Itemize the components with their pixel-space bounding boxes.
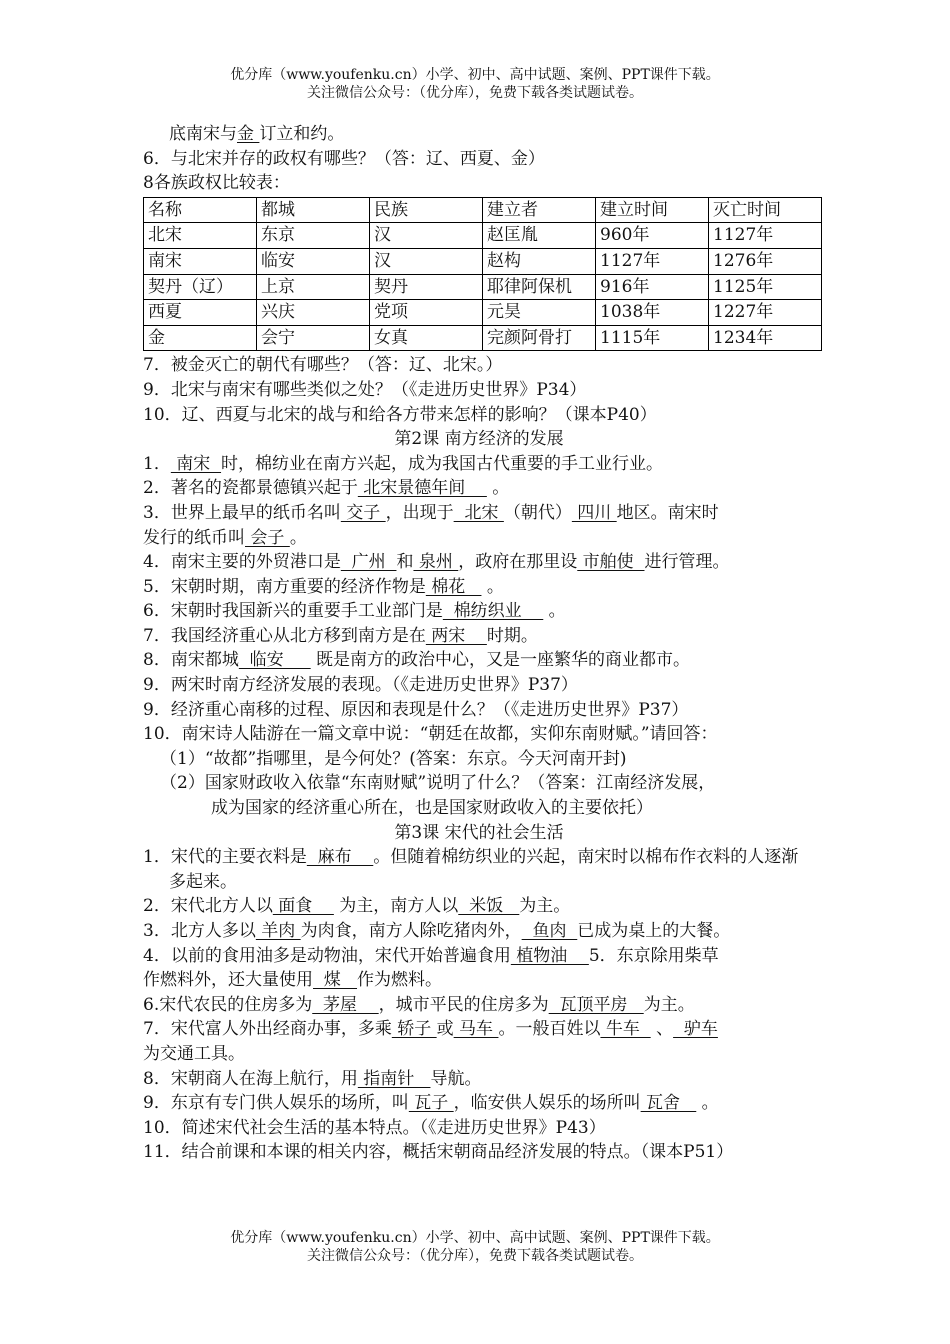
blank: 临安 [238,650,311,671]
table-cell: 金 [144,325,257,351]
footer-line-2: 关注微信公众号：（优分库），免费下载各类试题试卷。 [307,1248,643,1264]
l3-question-9: 9．东京有专门供人娱乐的场所，叫 瓦子 ，临安供人娱乐的场所叫 瓦舍 。 [143,1093,719,1114]
l2-question-9a: 9．两宋时南方经济发展的表现。（《走进历史世界》P37） [143,675,578,696]
l3-question-1: 1．宋代的主要衣料是 麻布 。但随着棉纺织业的兴起，南宋时以棉布作衣料的人逐渐多起来。 [143,847,799,892]
table-cell: 北宋 [144,223,257,249]
l2-question-3: 3．世界上最早的纸币名叫 交子 ，出现于 北宋 （朝代） 四川 地区。南宋时 [143,502,719,523]
l3-question-2: 2．宋代北方人以 面食 为主，南方人以 米饭 为主。 [143,896,571,917]
blank: 面食 [272,896,334,917]
table-cell: 赵构 [483,248,596,274]
table-cell: 1127年 [596,248,709,274]
blank: 鱼肉 [521,921,578,941]
table-cell: 1115年 [596,325,709,351]
table-cell: 上京 [257,274,370,300]
table-cell: 赵匡胤 [483,223,596,249]
lesson-3-title: 第3课 宋代的社会生活 [394,822,564,843]
table-cell: 契丹（辽） [144,274,257,300]
l2-question-9b: 9．经济重心南移的过程、原因和表现是什么？（《走进历史世界》P37） [143,699,689,720]
question-9: 9．北宋与南宋有哪些类似之处？（《走进历史世界》P34） [143,379,587,400]
table-cell: 1234年 [709,325,822,351]
l2-question-10: 10．南宋诗人陆游在一篇文章中说：“朝廷在故都，实仰东南财赋。”请回答： [143,724,718,745]
table-cell: 兴庆 [257,300,370,326]
page-footer [0,1229,950,1265]
table-cell: 西夏 [144,300,257,326]
l2-question-7: 7．我国经济重心从北方移到南方是在 两宋 时期。 [143,625,538,646]
blank: 北宋景德年间 [357,478,487,499]
l2-question-5: 5．宋朝时期，南方重要的经济作物是 棉花 。 [143,576,504,597]
l2-question-4: 4．南宋主要的外贸港口是 广州 和 泉州 ，政府在那里设 市舶使 进行管理。 [143,552,730,573]
blank: 瓦顶平房 [548,994,644,1015]
blank: 南宋 [170,453,222,474]
table-cell: 汉 [370,223,483,249]
blank: 会子 [245,527,290,548]
table-row [144,223,822,249]
table-cell: 916年 [596,274,709,300]
blank: 棉纺织业 [442,601,544,622]
header-line-1: 优分库（www.youfenku.cn）小学、初中、高中试题、案例、PPT课件下载。 [230,67,720,83]
regime-comparison-table [143,197,822,352]
l2-question-10-2: （2）国家财政收入依靠“东南财赋”说明了什么？（答案：江南经济发展， [160,773,716,794]
blank: 瓦舍 [640,1093,697,1114]
blank: 驴车 [673,1019,718,1040]
table-cell: 耶律阿保机 [483,274,596,300]
blank: 广州 [340,552,397,573]
table-cell: 1127年 [709,223,822,249]
table-cell: 临安 [257,248,370,274]
l3-question-7-cont: 为交通工具。 [143,1043,245,1064]
blank: 泉州 [413,552,459,573]
line-treaty: 底南宋与金 订立和约。 [169,124,345,144]
table-header: 灭亡时间 [709,197,822,223]
page-header [0,66,950,102]
table-caption: 8各族政权比较表： [143,173,290,194]
table-cell: 契丹 [370,274,483,300]
table-header: 民族 [370,197,483,223]
blank: 交子 [340,502,386,523]
table-row [144,274,822,300]
blank: 煤 [313,970,358,991]
table-header: 名称 [144,197,257,223]
table-row [144,325,822,351]
l3-question-10: 10．简述宋代社会生活的基本特点。（《走进历史世界》P43） [143,1117,606,1138]
question-7: 7．被金灭亡的朝代有哪些？（答：辽、北宋。） [143,355,503,376]
blank: 米饭 [458,896,520,917]
l3-question-8: 8．宋朝商人在海上航行，用 指南针 导航。 [143,1068,482,1089]
l2-question-8: 8．南宋都城 临安 既是南方的政治中心，又是一座繁华的商业都市。 [143,650,691,671]
l3-question-6: 6.宋代农民的住房多为 茅屋 ，城市平民的住房多为 瓦顶平房 为主。 [143,994,695,1015]
table-cell: 1276年 [709,248,822,274]
table-row [144,300,822,326]
header-line-2: 关注微信公众号：（优分库），免费下载各类试题试卷。 [307,85,643,101]
table-header: 都城 [257,197,370,223]
l3-question-3: 3．北方人多以 羊肉 为肉食，南方人除吃猪肉外， 鱼肉 已成为桌上的大餐。 [143,921,731,941]
table-header-row [144,197,822,223]
blank: 茅屋 [312,994,379,1015]
l3-question-11: 11．结合前课和本课的相关内容，概括宋朝商品经济发展的特点。（课本P51） [143,1142,734,1163]
table-cell: 960年 [596,223,709,249]
table-cell: 1125年 [709,274,822,300]
blank: 轿子 [391,1019,437,1040]
table-cell: 元昊 [483,300,596,326]
l2-question-10-3: 成为国家的经济重心所在，也是国家财政收入的主要依托） [211,798,653,819]
table-row [144,248,822,274]
blank: 两宋 [425,625,487,646]
blank: 羊肉 [255,921,301,941]
table-cell: 会宁 [257,325,370,351]
question-6: 6．与北宋并存的政权有哪些？（答：辽、西夏、金） [143,148,545,169]
l3-question-5-cont: 作燃料外，还大量使用 煤 作为燃料。 [143,970,443,991]
footer-line-1: 优分库（www.youfenku.cn）小学、初中、高中试题、案例、PPT课件下载。 [230,1230,720,1246]
table-cell: 1227年 [709,300,822,326]
table-cell: 东京 [257,223,370,249]
table-header: 建立时间 [596,197,709,223]
table-header: 建立者 [483,197,596,223]
blank: 牛车 [600,1019,651,1040]
blank: 金 [237,124,260,144]
table-cell: 1038年 [596,300,709,326]
document-body [143,122,815,1165]
l2-question-2: 2．著名的瓷都景德镇兴起于 北宋景德年间 。 [143,478,510,499]
blank: 指南针 [357,1068,431,1089]
l3-question-4: 4．以前的食用油多是动物油，宋代开始普遍食用 植物油 5．东京除用柴草 [143,945,719,966]
blank: 瓦子 [408,1093,454,1114]
l3-question-7: 7．宋代富人外出经商办事，多乘 轿子 或 马车 。一般百姓以 牛车 、 驴车 [143,1019,718,1040]
table-cell: 党项 [370,300,483,326]
l2-question-1: 1． 南宋 时，棉纺业在南方兴起，成为我国古代重要的手工业行业。 [143,453,664,474]
lesson-2-title: 第2课 南方经济的发展 [394,429,564,450]
blank: 麻布 [306,847,374,868]
blank: 北宋 [453,502,504,523]
l2-question-10-1: （1）“故都”指哪里，是今何处？(答案：东京。今天河南开封) [160,748,627,769]
blank: 四川 [571,502,617,523]
table-cell: 汉 [370,248,483,274]
l2-question-3-cont: 发行的纸币叫 会子 。 [143,527,307,548]
blank: 棉花 [425,576,482,597]
l2-question-6: 6．宋朝时我国新兴的重要手工业部门是 棉纺织业 。 [143,601,566,622]
question-10: 10．辽、西夏与北宋的战与和给各方带来怎样的影响？（课本P40） [143,404,657,425]
table-cell: 完颜阿骨打 [483,325,596,351]
blank: 植物油 [510,945,589,966]
table-cell: 南宋 [144,248,257,274]
blank: 马车 [453,1019,499,1040]
blank: 市舶使 [577,552,645,573]
table-cell: 女真 [370,325,483,351]
